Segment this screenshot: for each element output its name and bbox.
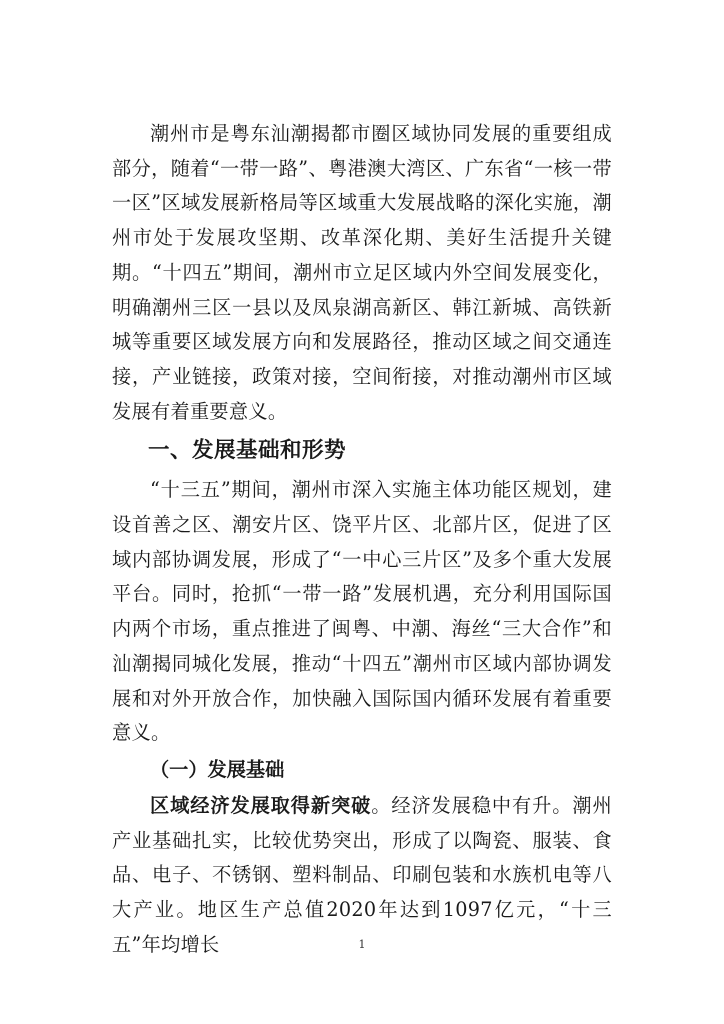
subsection-heading: （一）发展基础	[150, 757, 285, 781]
section-paragraph: “十三五”期间，潮州市深入实施主体功能区规划，建设首善之区、潮安片区、饶平片区、北部片区，促进了区域内部协调发展，形成了“一中心三片区”及多个重大发展平台。同时，抢抓“一带一路”发展机遇，充分利用国际国内两个市场，重点推进了闽粤、中潮、海丝“三大合作”和汕潮揭同城化发展，推动“十四五”潮州市区域内部协调发展和对外开放合作，加快融入国际国内循环发展有着重要意义。	[112, 478, 612, 745]
section-heading: 一、发展基础和形势	[148, 438, 347, 464]
document-page	[112, 117, 612, 962]
intro-paragraph: 潮州市是粤东汕潮揭都市圈区域协同发展的重要组成部分，随着“一带一路”、粤港澳大湾区、广东省“一核一带一区”区域发展新格局等区域重大发展战略的深化实施，潮州市处于发展攻坚期、改革深化期、美好生活提升关键期。“十四五”期间，潮州市立足区域内外空间发展变化，明确潮州三区一县以及凤泉湖高新区、韩江新城、高铁新城等重要区域发展方向和发展路径，推动区域之间交通连接，产业链接，政策对接，空间衔接，对推动潮州市区域发展有着重要意义。	[112, 122, 612, 423]
economy-paragraph	[112, 789, 612, 963]
economy-text: 。经济发展稳中有升。潮州产业基础扎实，比较优势突出，形成了以陶瓷、服装、食品、电子、不锈钢、塑料制品、印刷包装和水族机电等八大产业。地区生产总值2020年达到1097亿元，“十三五”年均增长	[112, 793, 612, 956]
economy-lead: 区域经济发展取得新突破	[150, 793, 372, 817]
page-number: 1	[358, 938, 366, 951]
